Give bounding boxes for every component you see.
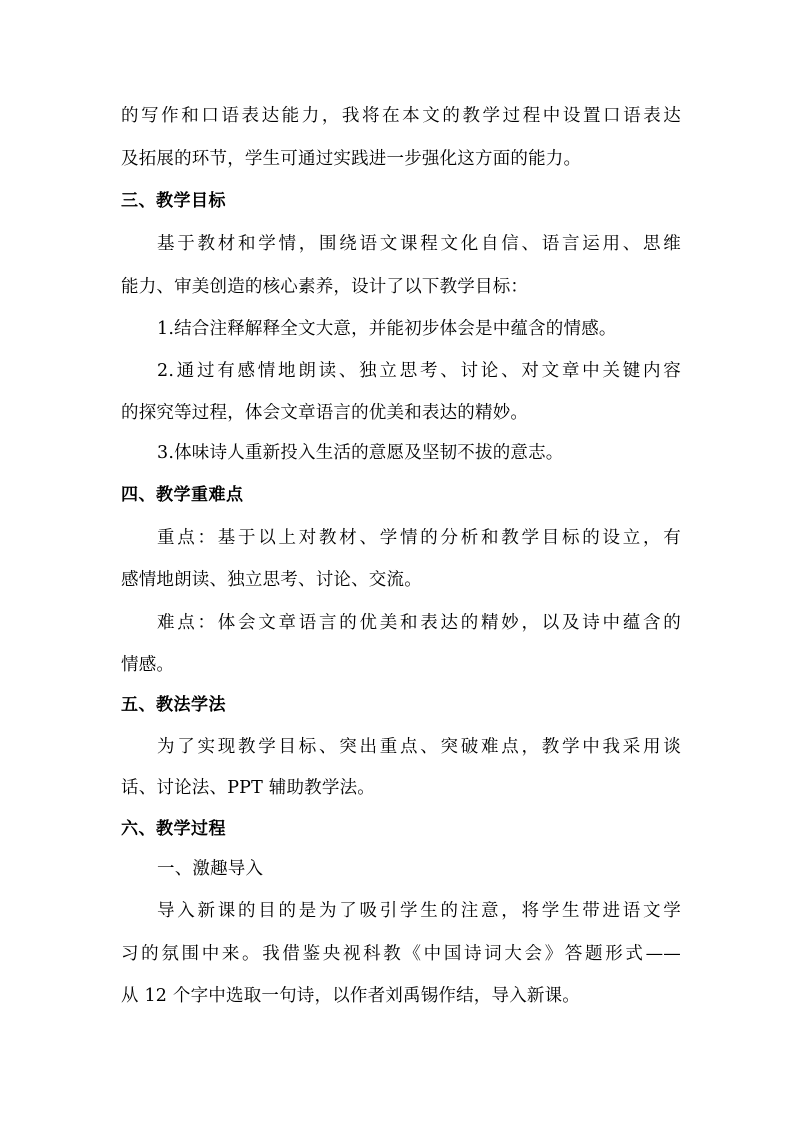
process-text-line-2: 习的氛围中来。我借鉴央视科教《中国诗词大会》答题形式——: [121, 944, 681, 964]
goals-intro-line-1: 基于教材和学情，围绕语文课程文化自信、语言运用、思维: [157, 234, 681, 254]
intro-text-line-2: 及拓展的环节，学生可通过实践进一步强化这方面的能力。: [121, 149, 582, 169]
process-text-line-3: 从 12 个字中选取一句诗，以作者刘禹锡作结，导入新课。: [121, 986, 580, 1006]
section-heading-methods: 五、教法学法: [121, 695, 226, 715]
difficult-point-line-2: 情感。: [121, 655, 175, 675]
key-point-line-2: 感情地朗读、独立思考、讨论、交流。: [121, 570, 422, 590]
methods-line-1: 为了实现教学目标、突出重点、突破难点，教学中我采用谈: [157, 737, 681, 757]
goals-intro-line-2: 能力、审美创造的核心素养，设计了以下教学目标：: [121, 277, 529, 297]
difficult-point-line-1: 难点：体会文章语言的优美和表达的精妙，以及诗中蕴含的: [157, 613, 681, 633]
section-heading-teaching-goals: 三、教学目标: [121, 191, 226, 211]
section-heading-key-difficult-points: 四、教学重难点: [121, 485, 244, 505]
process-text-line-1: 导入新课的目的是为了吸引学生的注意，将学生带进语文学: [157, 901, 681, 921]
intro-text-line-1: 的写作和口语表达能力，我将在本文的教学过程中设置口语表达: [121, 106, 681, 126]
goal-item-1: 1.结合注释解释全文大意，并能初步体会是中蕴含的情感。: [157, 319, 617, 339]
goal-item-3: 3.体味诗人重新投入生活的意愿及坚韧不拔的意志。: [157, 443, 564, 463]
methods-line-2: 话、讨论法、PPT 辅助教学法。: [121, 778, 375, 798]
goal-item-2-line-1: 2.通过有感情地朗读、独立思考、讨论、对文章中关键内容: [157, 361, 681, 381]
key-point-line-1: 重点：基于以上对教材、学情的分析和教学目标的设立，有: [157, 528, 681, 548]
section-heading-teaching-process: 六、教学过程: [121, 819, 226, 839]
process-subheading-intro: 一、激趣导入: [157, 859, 264, 879]
goal-item-2-line-2: 的探究等过程，体会文章语言的优美和表达的精妙。: [121, 403, 529, 423]
